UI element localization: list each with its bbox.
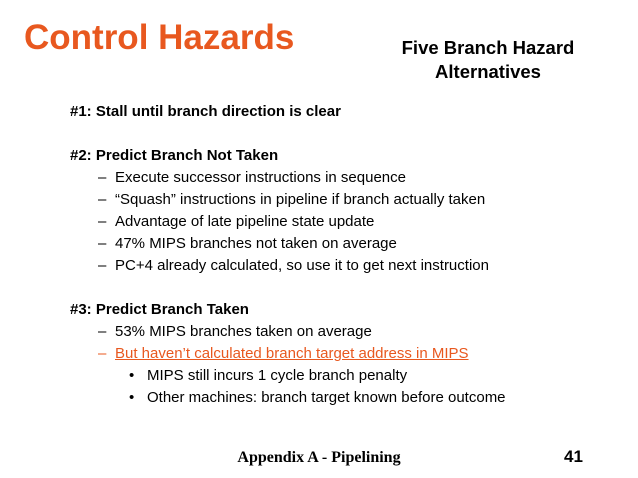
list-item	[70, 189, 630, 211]
dash-bullet-icon: –	[98, 235, 107, 252]
spacer	[70, 277, 630, 299]
bullet-text: PC+4 already calculated, so use it to get next instruction	[115, 257, 489, 274]
list-item	[70, 233, 630, 255]
dot-bullet-icon: •	[129, 367, 135, 384]
subtitle-line-2: Alternatives	[435, 61, 541, 82]
page-number: 41	[564, 447, 583, 466]
dash-bullet-icon: –	[98, 257, 107, 274]
subtitle-line-1: Five Branch Hazard	[401, 37, 575, 58]
dash-bullet-icon: –	[98, 213, 107, 230]
slide-title: Control Hazards	[24, 18, 295, 57]
bullet-text: Advantage of late pipeline state update	[115, 213, 375, 230]
alternative-2-heading: #2: Predict Branch Not Taken	[70, 147, 279, 164]
slide-body	[70, 101, 630, 409]
list-item	[70, 211, 630, 233]
list-item	[70, 167, 630, 189]
dash-bullet-icon: –	[98, 323, 107, 340]
sub-bullet-text: Other machines: branch target known before outcome	[147, 389, 506, 406]
bullet-text: “Squash” instructions in pipeline if branch actually taken	[115, 191, 486, 208]
slide-subtitle	[370, 36, 606, 84]
highlighted-bullet-text: But haven’t calculated branch target address in MIPS	[115, 345, 469, 362]
spacer	[70, 123, 630, 145]
dot-bullet-icon: •	[129, 389, 135, 406]
list-item	[70, 255, 630, 277]
dash-bullet-icon: –	[98, 169, 107, 186]
bullet-text: 53% MIPS branches taken on average	[115, 323, 372, 340]
list-item	[70, 321, 630, 343]
highlighted-list-item	[70, 343, 630, 365]
dash-bullet-icon: –	[98, 191, 107, 208]
alternative-3-heading: #3: Predict Branch Taken	[70, 301, 249, 318]
dash-bullet-icon: –	[98, 345, 107, 362]
bullet-text: Execute successor instructions in sequence	[115, 169, 406, 186]
bullet-text: 47% MIPS branches not taken on average	[115, 235, 397, 252]
footer-section-title: Appendix A - Pipelining	[237, 449, 401, 466]
sub-list-item	[70, 365, 630, 387]
sub-list-item	[70, 387, 630, 409]
alternative-1-heading: #1: Stall until branch direction is clear	[70, 103, 341, 120]
sub-bullet-text: MIPS still incurs 1 cycle branch penalty	[147, 367, 408, 384]
